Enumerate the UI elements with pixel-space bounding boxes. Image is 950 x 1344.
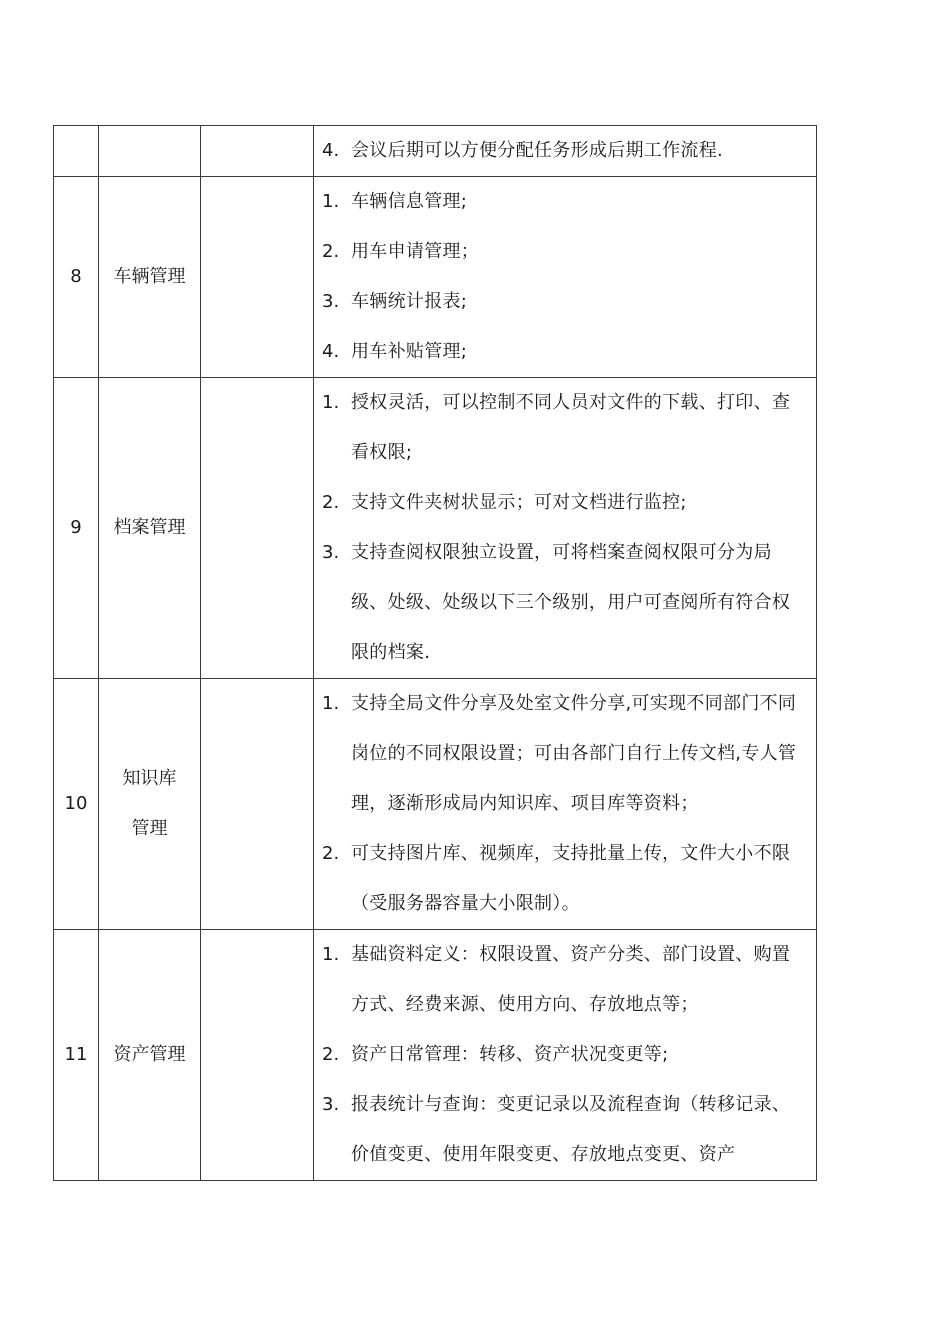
- blank-cell: [201, 177, 314, 378]
- list-item: 2. 支持文件夹树状显示；可对文档进行监控;: [322, 492, 687, 513]
- list-item: 4. 用车补贴管理;: [322, 341, 468, 362]
- list-item: 2. 资产日常管理：转移、资产状况变更等;: [322, 1044, 669, 1065]
- list-item: 1. 支持全局文件分享及处室文件分享,可实现不同部门不同岗位的不同权限设置；可由各部门自行上传文档,专人管理，逐渐形成局内知识库、项目库等资料；: [322, 693, 797, 814]
- list-item: 1. 授权灵活，可以控制不同人员对文件的下载、打印、查看权限;: [322, 392, 791, 463]
- row-number-cell: [54, 126, 99, 177]
- blank-cell: [201, 126, 314, 177]
- list-item: 2. 可支持图片库、视频库，支持批量上传，文件大小不限（受服务器容量大小限制）。: [322, 843, 791, 914]
- feature-list: [314, 930, 816, 1180]
- feature-list: [314, 126, 816, 176]
- feature-list: [314, 679, 816, 929]
- list-item: 3. 支持查阅权限独立设置，可将档案查阅权限可分为局级、处级、处级以下三个级别，用户可查阅所有符合权限的档案.: [322, 542, 791, 663]
- blank-cell: [201, 378, 314, 679]
- list-item: 3. 报表统计与查询：变更记录以及流程查询（转移记录、价值变更、使用年限变更、存放地点变更、资产: [322, 1094, 791, 1165]
- table-row: [54, 679, 817, 930]
- description-cell: [314, 177, 817, 378]
- table-row: [54, 930, 817, 1181]
- function-table: [53, 125, 817, 1181]
- feature-list: [314, 378, 816, 678]
- row-number-cell: 8: [54, 177, 99, 378]
- description-cell: [314, 378, 817, 679]
- blank-cell: [201, 679, 314, 930]
- module-name-cell: 档案管理: [99, 378, 201, 679]
- module-name-cell: [99, 126, 201, 177]
- table-row: [54, 177, 817, 378]
- description-cell: [314, 930, 817, 1181]
- row-number-cell: 11: [54, 930, 99, 1181]
- list-item: 1. 车辆信息管理;: [322, 191, 468, 212]
- list-item: 4. 会议后期可以方便分配任务形成后期工作流程.: [322, 140, 724, 161]
- module-name-cell: 知识库 管理: [99, 679, 201, 930]
- description-cell: [314, 679, 817, 930]
- module-name-cell: 资产管理: [99, 930, 201, 1181]
- row-number-cell: 10: [54, 679, 99, 930]
- list-item: 2. 用车申请管理；: [322, 241, 480, 262]
- description-cell: [314, 126, 817, 177]
- module-name-cell: 车辆管理: [99, 177, 201, 378]
- table-row: [54, 126, 817, 177]
- feature-list: [314, 177, 816, 377]
- list-item: 1. 基础资料定义：权限设置、资产分类、部门设置、购置方式、经费来源、使用方向、存放地点等；: [322, 944, 791, 1015]
- table-row: [54, 378, 817, 679]
- blank-cell: [201, 930, 314, 1181]
- row-number-cell: 9: [54, 378, 99, 679]
- list-item: 3. 车辆统计报表;: [322, 291, 468, 312]
